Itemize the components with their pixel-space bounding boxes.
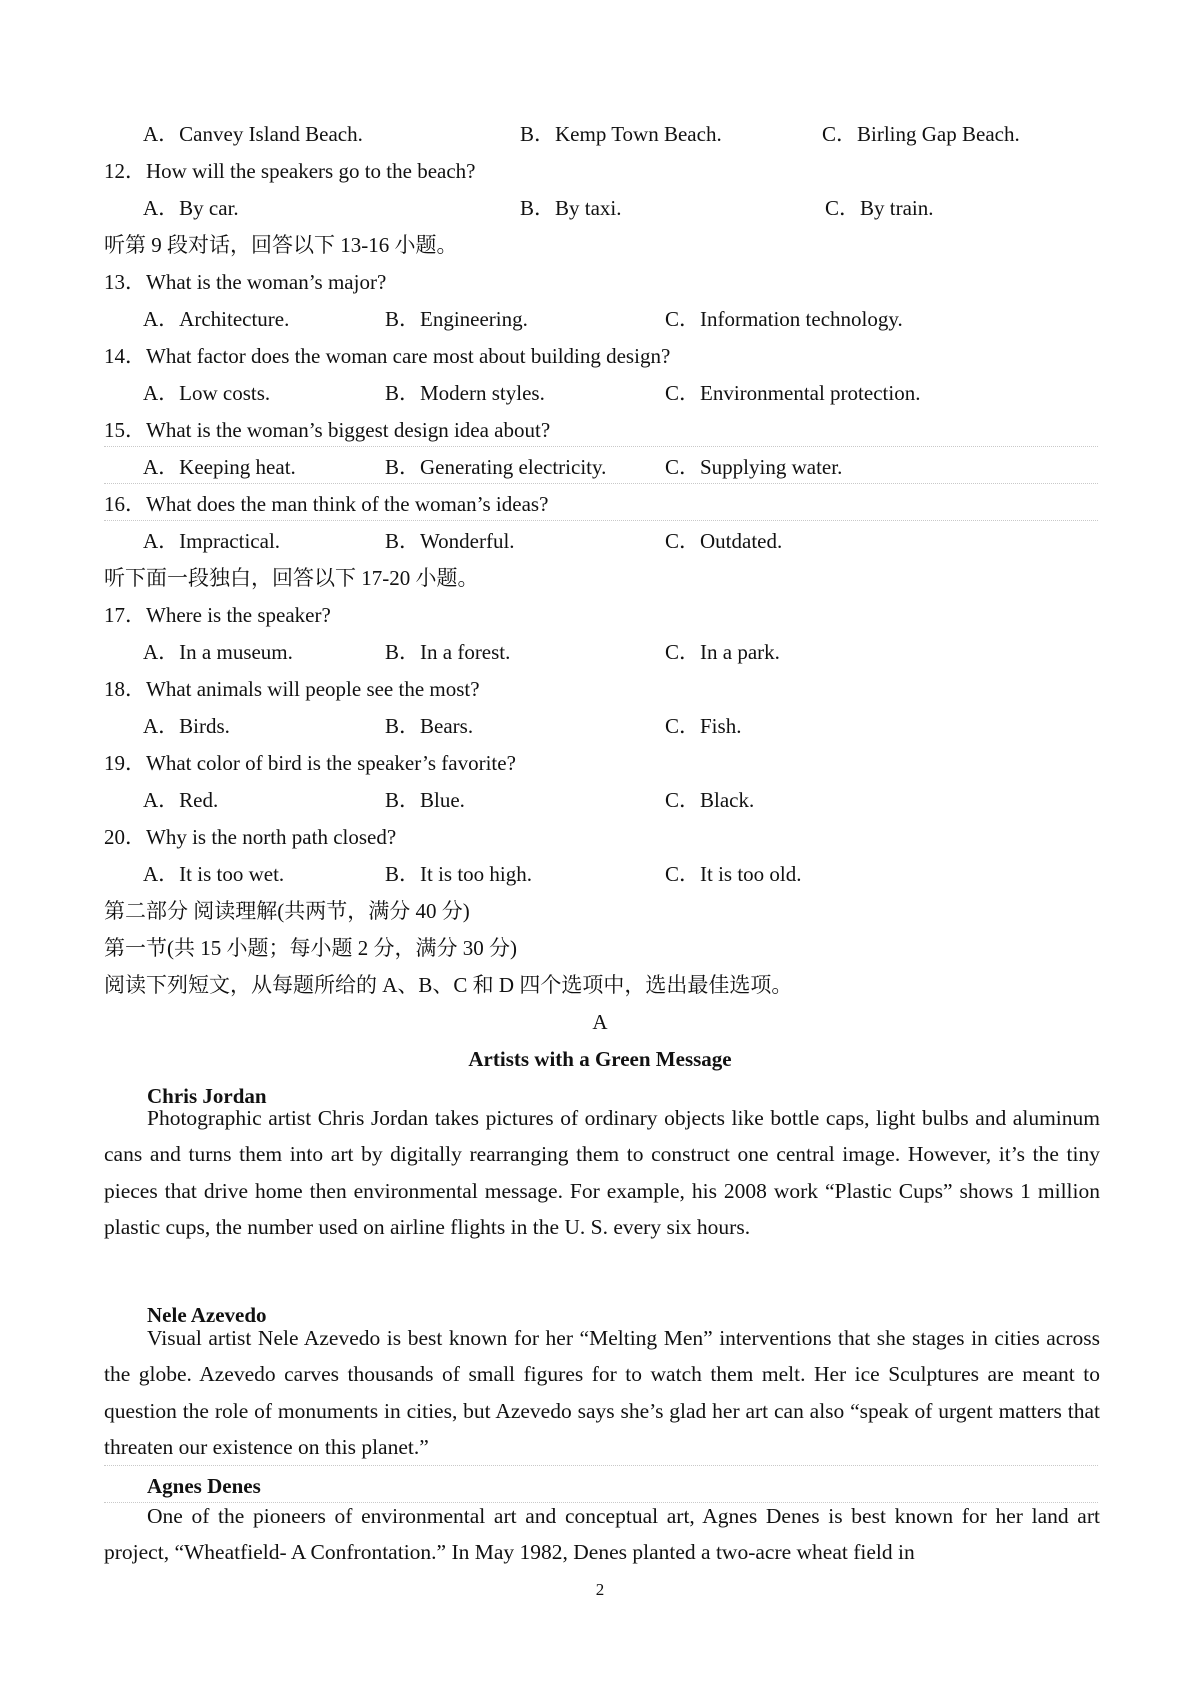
q13-stem: 13．What is the woman’s major? (104, 270, 387, 294)
artist-paragraph-nele-azevedo: Visual artist Nele Azevedo is best known for her “Melting Men” interventions that she stages in cities across the globe. Azevedo carves thousands of small figures for to watch them melt. Her ice Sculptures are meant to question the role of monuments in cities, but Azevedo says she’s glad her art can also “speak of urgent matters that threaten our existence on this planet.” (104, 1326, 1100, 1460)
q18-option-a: A．Birds. (143, 714, 230, 738)
q19-option-c: C．Black. (665, 788, 755, 812)
q17-option-b: B．In a forest. (385, 640, 511, 664)
q15-option-c: C．Supplying water. (665, 455, 843, 479)
q11-option-c: C．Birling Gap Beach. (822, 122, 1020, 146)
artist-paragraph-chris-jordan: Photographic artist Chris Jordan takes pictures of ordinary objects like bottle caps, light bulbs and aluminum cans and turns them into art by digitally rearranging them to construct one central image. However, it’s the tiny pieces that drive home then environmental message. For example, his 2008 work “Plastic Cups” shows 1 million plastic cups, the number used on airline flights in the U. S. every six hours. (104, 1106, 1100, 1240)
dotted-rule (104, 1465, 1098, 1466)
q17-option-c: C．In a park. (665, 640, 780, 664)
q20-option-c: C．It is too old. (665, 862, 802, 886)
q14-option-b: B．Modern styles. (385, 381, 545, 405)
q14-stem: 14．What factor does the woman care most about building design? (104, 344, 671, 368)
q15-stem: 15．What is the woman’s biggest design idea about? (104, 418, 551, 442)
q13-option-b: B．Engineering. (385, 307, 528, 331)
part2-heading: 第二部分 阅读理解(共两节，满分 40 分) (104, 899, 470, 923)
q14-option-c: C．Environmental protection. (665, 381, 921, 405)
passage-letter: A (592, 1010, 608, 1034)
q20-option-a: A．It is too wet. (143, 862, 285, 886)
q16-option-b: B．Wonderful. (385, 529, 515, 553)
q13-option-c: C．Information technology. (665, 307, 903, 331)
q12-option-c: C．By train. (825, 196, 934, 220)
q15-option-b: B．Generating electricity. (385, 455, 607, 479)
section1-heading: 第一节(共 15 小题；每小题 2 分，满分 30 分) (104, 936, 517, 960)
q19-stem: 19．What color of bird is the speaker’s favorite? (104, 751, 516, 775)
q20-option-b: B．It is too high. (385, 862, 533, 886)
artist-paragraph-agnes-denes: One of the pioneers of environmental art and conceptual art, Agnes Denes is best known for her land art project, “Wheatfield- A Confrontation.” In May 1982, Denes planted a two-acre wheat field in (104, 1504, 1100, 1565)
dotted-rule (104, 446, 1098, 447)
q12-option-a: A．By car. (143, 196, 239, 220)
q20-stem: 20．Why is the north path closed? (104, 825, 397, 849)
q15-option-a: A．Keeping heat. (143, 455, 296, 479)
q19-option-a: A．Red. (143, 788, 219, 812)
dotted-rule (104, 483, 1098, 484)
page-number: 2 (595, 1580, 605, 1599)
q11-option-a: A．Canvey Island Beach. (143, 122, 363, 146)
q18-stem: 18．What animals will people see the most? (104, 677, 480, 701)
q12-stem: 12．How will the speakers go to the beach? (104, 159, 476, 183)
q16-option-a: A．Impractical. (143, 529, 281, 553)
q16-option-c: C．Outdated. (665, 529, 783, 553)
q17-option-a: A．In a museum. (143, 640, 293, 664)
dotted-rule (104, 520, 1098, 521)
artist-heading-chris-jordan: Chris Jordan (147, 1084, 267, 1108)
q16-stem: 16．What does the man think of the woman’s ideas? (104, 492, 549, 516)
reading-instructions: 阅读下列短文，从每题所给的 A、B、C 和 D 四个选项中，选出最佳选项。 (104, 973, 793, 997)
q18-option-b: B．Bears. (385, 714, 474, 738)
dialog9-intro: 听第 9 段对话，回答以下 13-16 小题。 (104, 233, 458, 257)
q17-stem: 17．Where is the speaker? (104, 603, 331, 627)
monologue-intro: 听下面一段独白，回答以下 17-20 小题。 (104, 566, 479, 590)
q14-option-a: A．Low costs. (143, 381, 271, 405)
q18-option-c: C．Fish. (665, 714, 742, 738)
q13-option-a: A．Architecture. (143, 307, 290, 331)
artist-heading-nele-azevedo: Nele Azevedo (147, 1303, 267, 1327)
q12-option-b: B．By taxi. (520, 196, 622, 220)
passage-title: Artists with a Green Message (468, 1047, 732, 1071)
artist-heading-agnes-denes: Agnes Denes (147, 1474, 261, 1498)
q11-option-b: B．Kemp Town Beach. (520, 122, 722, 146)
q19-option-b: B．Blue. (385, 788, 465, 812)
